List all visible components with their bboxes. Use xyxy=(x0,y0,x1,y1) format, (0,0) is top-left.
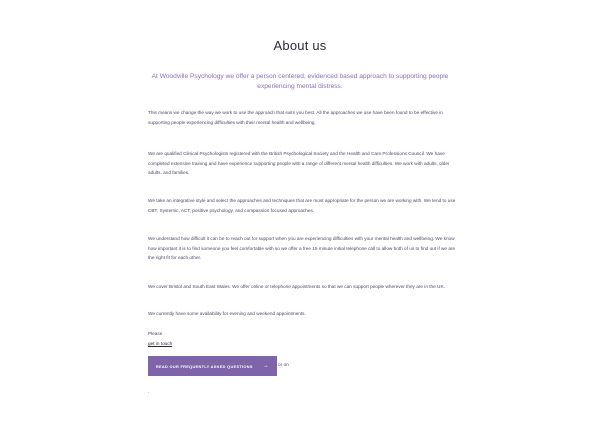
stray-mark: . xyxy=(148,389,150,395)
paragraph-integrative-style: We take an integrative style and select the approaches and techniques that are most appropriate for the person we are working with. We tend to use CBT, Systemic, ACT, positive psychology, and compassion focused approaches. xyxy=(148,198,456,213)
faq-button[interactable] xyxy=(148,356,277,376)
get-in-touch-link[interactable]: get in touch xyxy=(148,341,173,346)
faq-button-label: READ OUR FREQUENTLY ASKED QUESTIONS xyxy=(155,363,253,369)
paragraph-coverage: We cover Bristol and South East Wales. We offer online or telephone appointments so that we can support people wherever they are in the UK. xyxy=(148,284,445,289)
paragraph-free-call: We understand how difficult it can be to reach out for support when you are experiencing difficulties with your mental health and wellbeing. We know how important it is to find someone you feel comfortable with so we offer a free 15 minute initial telephone call to allow both of us to find out if we are the right fit for each other. xyxy=(148,236,456,260)
page-title: About us xyxy=(273,38,327,53)
please-text: Please xyxy=(148,331,163,336)
paragraph-qualifications: We are qualified Clinical Psychologists registered with the British Psychological Society and the Health and Care Professions Council. We have completed extensive training and have experience supporting people with a range of different mental health difficulties. We work with adults, older adults, and families. xyxy=(148,151,450,175)
paragraph-approach: This means we change the way we work to use the approach that suits you best. All the approaches we use have been found to be effective in supporting people experiencing difficulties with their mental health and wellbeing. xyxy=(148,110,443,125)
intro-text: At Woodville Psychology we offer a person centered, evidenced based approach to supporting people experiencing mental distress. xyxy=(151,73,449,90)
paragraph-availability: We currently have some availability for evening and weekend appointments. xyxy=(148,311,306,316)
trailing-text: or on xyxy=(278,362,289,367)
arrow-right-icon: → xyxy=(262,363,270,369)
